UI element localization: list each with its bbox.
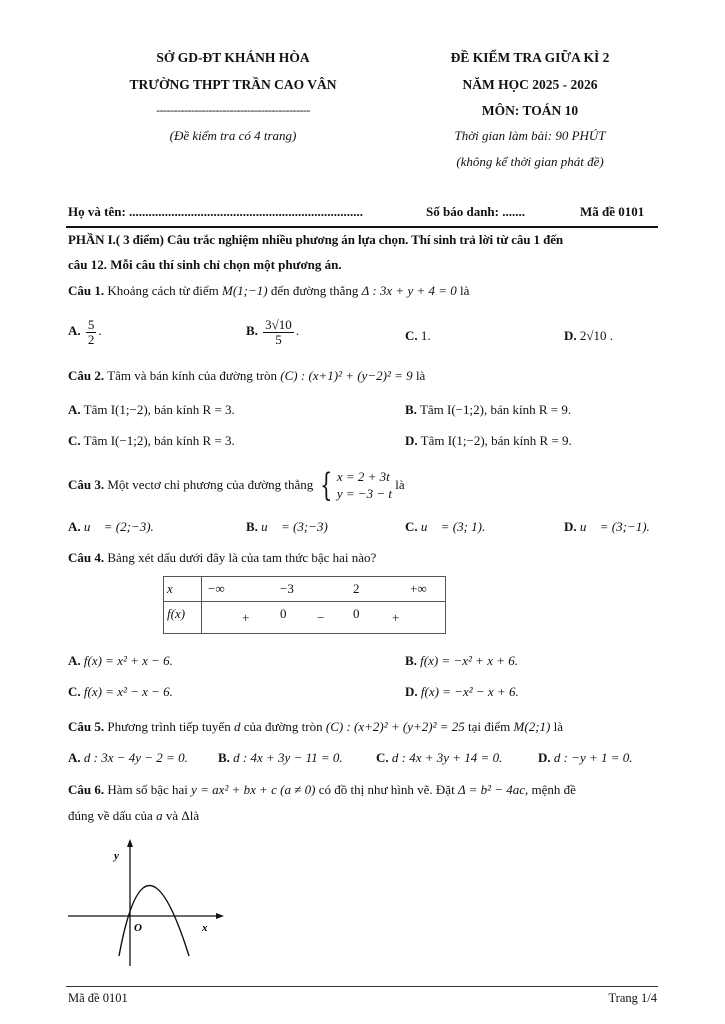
- q3-option-a[interactable]: [68, 519, 154, 535]
- question-text: Hàm số bậc hai: [107, 782, 188, 797]
- option-key: D.: [405, 433, 418, 448]
- option-value: u⃗ = (2;−3).: [83, 519, 154, 534]
- duration-note: (không kể thời gian phát đề): [456, 154, 604, 169]
- option-key: D.: [564, 519, 577, 534]
- q3-option-d[interactable]: [564, 519, 650, 535]
- point-m: M(2;1): [513, 719, 551, 734]
- question-2: [68, 368, 425, 384]
- option-key: B.: [246, 323, 258, 339]
- delta-expression: Δ = b² − 4ac: [457, 782, 526, 797]
- option-key: C.: [68, 684, 81, 699]
- x-axis-arrow-icon: [216, 913, 224, 919]
- q4-option-c[interactable]: [68, 684, 173, 700]
- header-separator: --------------------------------------------: [156, 103, 310, 117]
- student-name-field[interactable]: Họ và tên: ........................................................................: [68, 204, 364, 219]
- student-id-field[interactable]: Số báo danh: .......: [426, 204, 525, 219]
- question-text: là: [460, 283, 470, 298]
- sign-table-f-row: [202, 602, 446, 634]
- q3-option-c[interactable]: [405, 519, 485, 535]
- exam-code: Mã đề 0101: [580, 204, 645, 219]
- system-brace-icon: {: [320, 466, 333, 504]
- q4-option-d[interactable]: [405, 684, 519, 700]
- parametric-system: [337, 468, 392, 502]
- sign-table-x-row: [202, 577, 446, 602]
- question-text: là: [415, 368, 426, 383]
- option-value: f(x) = x² − x − 6.: [83, 684, 173, 699]
- option-key: C.: [68, 433, 81, 448]
- fraction-denominator: 2: [87, 331, 95, 347]
- footer-divider: [66, 986, 658, 987]
- q5-option-a[interactable]: [68, 750, 188, 766]
- variable-d: d: [233, 719, 241, 734]
- question-text: Khoảng cách từ điểm: [107, 283, 219, 298]
- option-value: 2√10 .: [579, 328, 614, 343]
- question-label: Câu 5.: [68, 719, 105, 734]
- q2-option-a[interactable]: [68, 402, 235, 418]
- footer-page-number: Trang 1/4: [608, 991, 657, 1005]
- option-value: 1.: [420, 328, 431, 343]
- circle-equation: (C) : (x+2)² + (y+2)² = 25: [325, 719, 465, 734]
- question-text: tại điểm: [468, 719, 511, 734]
- option-value: u⃗ = (3;−1).: [579, 519, 650, 534]
- option-value: f(x) = −x² − x + 6.: [420, 684, 519, 699]
- x-value: −∞: [208, 581, 225, 596]
- q1-option-d[interactable]: [564, 328, 613, 344]
- question-6-line2: [68, 808, 199, 824]
- question-text: đến đường thẳng: [270, 283, 359, 298]
- question-6: [68, 782, 576, 798]
- q5-option-c[interactable]: [376, 750, 502, 766]
- option-key: A.: [68, 519, 81, 534]
- option-value: f(x) = −x² + x + 6.: [420, 653, 518, 668]
- option-value: d : 4x + 3y − 11 = 0.: [233, 750, 343, 765]
- question-5: [68, 719, 563, 735]
- exam-title: ĐỀ KIỂM TRA GIỮA KÌ 2: [450, 50, 610, 65]
- sign-value: +: [392, 610, 400, 625]
- q4-option-b[interactable]: [405, 653, 518, 669]
- sign-value: +: [242, 610, 250, 625]
- fraction-numerator: 5: [87, 317, 95, 332]
- option-key: D.: [538, 750, 551, 765]
- y-axis-arrow-icon: [127, 839, 133, 847]
- department-name: SỞ GD-ĐT KHÁNH HÒA: [156, 50, 310, 65]
- option-value: d : −y + 1 = 0.: [553, 750, 633, 765]
- option-value: d : 3x − 4y − 2 = 0.: [83, 750, 188, 765]
- parabola-graph: [62, 838, 232, 973]
- option-value: Tâm I(−1;2), bán kính R = 9.: [419, 402, 572, 417]
- option-value: u⃗ = (3;−3): [261, 519, 328, 534]
- function-expression: y = ax² + bx + c (a ≠ 0): [191, 782, 316, 797]
- q1-option-a[interactable]: [68, 318, 102, 346]
- option-key: C.: [376, 750, 389, 765]
- question-4: [68, 550, 376, 566]
- q3-option-b[interactable]: [246, 519, 328, 535]
- option-value: Tâm I(1;−2), bán kính R = 3.: [83, 402, 235, 417]
- question-text: , mệnh đề: [525, 782, 576, 797]
- option-key: A.: [68, 402, 81, 417]
- question-text: có đồ thị như hình vẽ. Đặt: [318, 782, 455, 797]
- sign-table-f-label: f(x): [164, 602, 202, 634]
- part1-heading-line1: PHẦN I.( 3 điểm) Câu trắc nghiệm nhiều phương án lựa chọn. Thí sinh trả lời từ câu 1 đến: [68, 232, 564, 247]
- question-text: đúng về dấu của: [68, 808, 153, 823]
- option-key: C.: [405, 519, 418, 534]
- school-year: NĂM HỌC 2025 - 2026: [462, 77, 598, 92]
- q2-option-b[interactable]: [405, 402, 571, 418]
- option-key: D.: [564, 328, 577, 343]
- line-equation: Δ : 3x + y + 4 = 0: [361, 283, 457, 298]
- fraction-numerator: 3√10: [265, 317, 292, 332]
- option-key: C.: [405, 328, 418, 343]
- q5-option-d[interactable]: [538, 750, 633, 766]
- system-eq-2: y = −3 − t: [336, 486, 393, 501]
- question-label: Câu 4.: [68, 550, 105, 565]
- question-text: Δlà: [181, 808, 200, 823]
- question-text: là: [395, 477, 405, 492]
- option-key: B.: [405, 402, 417, 417]
- fraction-denominator: 5: [275, 331, 282, 347]
- q1-option-b[interactable]: [246, 318, 299, 346]
- q5-option-b[interactable]: [218, 750, 343, 766]
- question-text: là: [553, 719, 563, 734]
- sign-value: −: [317, 610, 325, 625]
- question-label: Câu 3.: [68, 477, 105, 492]
- x-value: −3: [280, 581, 294, 596]
- question-text: Một vectơ chỉ phương của đường thẳng: [107, 477, 314, 492]
- circle-equation: (C) : (x+1)² + (y−2)² = 9: [280, 368, 413, 383]
- option-key: B.: [246, 519, 258, 534]
- option-tail: .: [98, 323, 102, 339]
- sign-table: [163, 576, 446, 634]
- question-text: Bảng xét dấu dưới đây là của tam thức bậc hai nào?: [107, 550, 377, 565]
- question-text: và: [165, 808, 179, 823]
- question-label: Câu 6.: [68, 782, 105, 797]
- duration: Thời gian làm bài: 90 PHÚT: [454, 128, 606, 143]
- question-label: Câu 2.: [68, 368, 105, 383]
- question-1: [68, 283, 469, 299]
- option-key: A.: [68, 653, 81, 668]
- origin-label: O: [134, 922, 142, 934]
- question-text: Phương trình tiếp tuyến: [107, 719, 231, 734]
- option-key: B.: [218, 750, 230, 765]
- option-value: u⃗ = (3; 1).: [420, 519, 486, 534]
- q4-option-a[interactable]: [68, 653, 173, 669]
- subject: MÔN: TOÁN 10: [481, 103, 579, 118]
- part1-heading-line2: câu 12. Mỗi câu thí sinh chỉ chọn một phương án.: [68, 257, 342, 272]
- question-text: của đường tròn: [243, 719, 323, 734]
- question-label: Câu 1.: [68, 283, 105, 298]
- y-axis-label: y: [114, 850, 119, 862]
- q2-option-c[interactable]: [68, 433, 235, 449]
- x-axis-label: x: [202, 922, 208, 934]
- sign-value: 0: [280, 606, 287, 621]
- option-value: Tâm I(1;−2), bán kính R = 9.: [420, 433, 572, 448]
- pages-note: (Đề kiểm tra có 4 trang): [169, 128, 297, 143]
- option-key: D.: [405, 684, 418, 699]
- x-value: 2: [353, 581, 360, 596]
- footer-exam-code: Mã đề 0101: [68, 991, 128, 1005]
- question-3: [68, 468, 405, 502]
- q1-option-c[interactable]: [405, 328, 431, 344]
- sign-value: 0: [353, 606, 360, 621]
- option-key: A.: [68, 323, 81, 339]
- point-m: M(1;−1): [222, 283, 268, 298]
- sign-table-x-label: x: [164, 577, 202, 602]
- question-text: Tâm và bán kính của đường tròn: [107, 368, 278, 383]
- header-divider: [66, 226, 658, 228]
- option-key: A.: [68, 750, 81, 765]
- variable-a: a: [156, 808, 163, 823]
- q2-option-d[interactable]: [405, 433, 572, 449]
- option-key: B.: [405, 653, 417, 668]
- option-value: d : 4x + 3y + 14 = 0.: [391, 750, 503, 765]
- school-name: TRƯỜNG THPT TRẦN CAO VÂN: [129, 77, 337, 92]
- option-value: f(x) = x² + x − 6.: [83, 653, 173, 668]
- x-value: +∞: [410, 581, 427, 596]
- option-value: Tâm I(−1;2), bán kính R = 3.: [83, 433, 235, 448]
- option-tail: .: [295, 323, 300, 339]
- system-eq-1: x = 2 + 3t: [336, 469, 390, 484]
